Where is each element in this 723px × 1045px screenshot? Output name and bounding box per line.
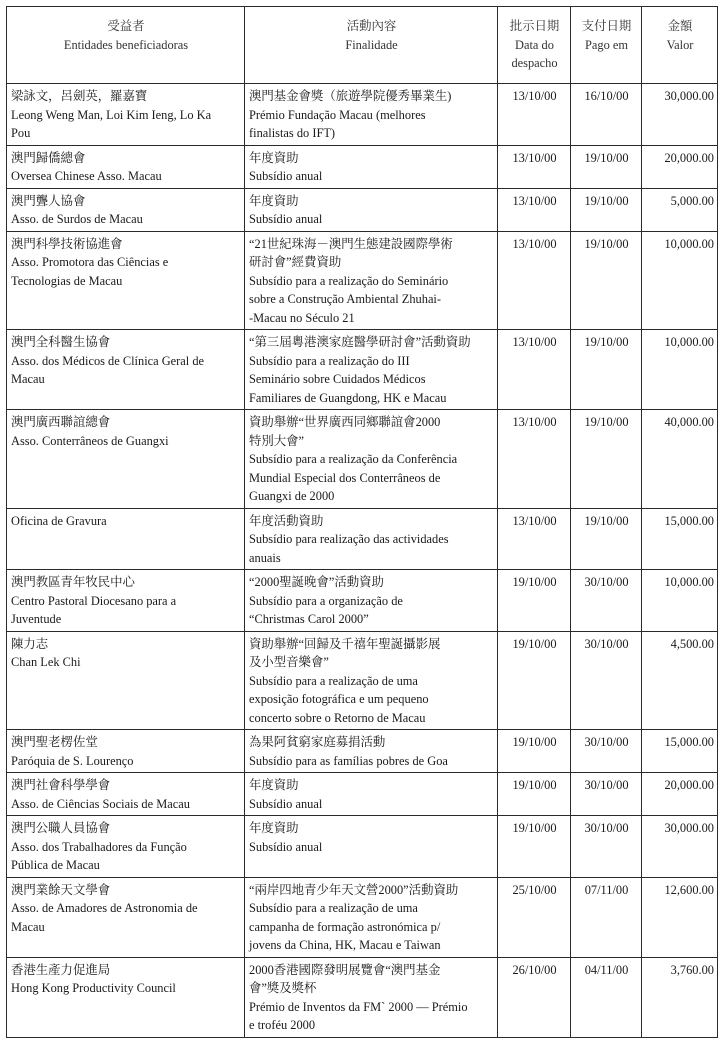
beneficiary-cell-line: 澳門科學技術協進會 — [11, 236, 123, 251]
table-row — [7, 631, 718, 730]
beneficiary-cell — [7, 145, 245, 188]
beneficiary-cell-line: Paróquia de S. Lourenço — [11, 753, 134, 768]
paid-date-cell: 16/10/00 — [571, 84, 642, 146]
beneficiary-cell-line: 澳門社會科學學會 — [11, 778, 111, 792]
purpose-cell-line: e troféu 2000 — [249, 1018, 316, 1032]
table-row — [7, 730, 718, 773]
amount-cell: 30,000.00 — [642, 816, 718, 878]
paid-date-cell: 19/10/00 — [571, 145, 642, 188]
beneficiary-cell-line: Pública de Macau — [11, 858, 100, 872]
beneficiary-cell — [7, 330, 245, 410]
beneficiary-cell-line: 澳門歸僑總會 — [11, 150, 86, 165]
dispatch-date-cell: 13/10/00 — [498, 508, 571, 570]
paid-date-cell: 30/10/00 — [571, 773, 642, 816]
purpose-cell-line: 年度資助 — [249, 193, 299, 208]
table-row — [7, 508, 718, 570]
amount-cell: 30,000.00 — [642, 84, 718, 146]
purpose-cell-line: Prémio de Inventos da FM` 2000 — Prémio — [249, 999, 468, 1014]
header-paid-date — [571, 7, 642, 84]
purpose-cell-line: “21世紀珠海－澳門生態建設國際學術 — [249, 236, 453, 251]
beneficiary-cell-line: Asso. de Amadores de Astronomia de — [11, 901, 198, 915]
beneficiary-cell — [7, 773, 245, 816]
purpose-cell-line: 2000香港國際發明展覽會“澳門基金 — [249, 962, 441, 977]
purpose-cell-line: 會”獎及獎杯 — [249, 981, 317, 995]
header-beneficiary-zh: 受益者 — [107, 19, 145, 33]
beneficiary-cell-line: 梁詠文，呂劍英，羅嘉寶 — [11, 89, 148, 103]
paid-date-cell: 19/10/00 — [571, 231, 642, 330]
dispatch-date-cell: 13/10/00 — [498, 145, 571, 188]
purpose-cell-line: Subsídio para as famílias pobres de Goa — [249, 753, 448, 768]
beneficiary-cell — [7, 188, 245, 231]
purpose-cell — [245, 330, 498, 410]
beneficiary-cell-line: 澳門全科醫生協會 — [11, 335, 111, 349]
amount-cell: 15,000.00 — [642, 508, 718, 570]
amount-cell: 10,000.00 — [642, 231, 718, 330]
dispatch-date-cell: 13/10/00 — [498, 188, 571, 231]
purpose-cell — [245, 84, 498, 146]
purpose-cell — [245, 816, 498, 878]
paid-date-cell: 04/11/00 — [571, 957, 642, 1037]
beneficiary-cell-line: Leong Weng Man, Loi Kim Ieng, Lo Ka — [11, 107, 212, 122]
dispatch-date-cell: 19/10/00 — [498, 730, 571, 773]
table-row — [7, 188, 718, 231]
header-dispatch-pt-2: despacho — [511, 56, 558, 70]
beneficiary-cell-line: 澳門業餘天文學會 — [11, 882, 111, 897]
purpose-cell-line: 年度活動資助 — [249, 513, 324, 528]
header-paid-zh: 支付日期 — [581, 19, 632, 33]
purpose-cell-line: Seminário sobre Cuidados Médicos — [249, 372, 426, 386]
dispatch-date-cell: 13/10/00 — [498, 410, 571, 509]
beneficiary-cell — [7, 570, 245, 632]
table-row — [7, 773, 718, 816]
beneficiary-cell-line: Tecnologias de Macau — [11, 273, 123, 288]
table-row — [7, 570, 718, 632]
paid-date-cell: 30/10/00 — [571, 570, 642, 632]
beneficiary-cell-line: 澳門聾人協會 — [11, 193, 86, 208]
paid-date-cell: 19/10/00 — [571, 410, 642, 509]
beneficiary-cell-line: 陳力志 — [11, 636, 49, 651]
beneficiary-cell-line: Centro Pastoral Diocesano para a — [11, 593, 177, 608]
beneficiary-cell-line: Pou — [11, 126, 31, 140]
header-purpose-zh: 活動內容 — [346, 19, 397, 33]
beneficiary-cell-line: Asso. Conterrâneos de Guangxi — [11, 433, 169, 448]
purpose-cell-line: jovens da China, HK, Macau e Taiwan — [249, 938, 441, 952]
purpose-cell-line: 年度資助 — [249, 150, 299, 165]
amount-cell: 10,000.00 — [642, 570, 718, 632]
header-amount-zh: 金額 — [667, 19, 693, 33]
header-beneficiary — [7, 7, 245, 84]
purpose-cell-line: concerto sobre o Retorno de Macau — [249, 710, 426, 725]
paid-date-cell: 30/10/00 — [571, 730, 642, 773]
table-row — [7, 957, 718, 1037]
header-row — [7, 7, 718, 84]
beneficiary-cell-line: Hong Kong Productivity Council — [11, 981, 176, 995]
beneficiary-cell-line: Juventude — [11, 612, 62, 626]
purpose-cell-line: Subsídio para a realização da Conferência — [249, 452, 458, 466]
table-row — [7, 816, 718, 878]
purpose-cell-line: 為果阿貧窮家庭募捐活動 — [249, 735, 386, 749]
amount-cell: 10,000.00 — [642, 330, 718, 410]
beneficiary-cell — [7, 508, 245, 570]
beneficiary-cell-line: Asso. Promotora das Ciências e — [11, 255, 169, 269]
purpose-cell-line: Subsídio para realização das actividades — [249, 532, 449, 546]
table-row — [7, 84, 718, 146]
dispatch-date-cell: 13/10/00 — [498, 330, 571, 410]
dispatch-date-cell: 13/10/00 — [498, 84, 571, 146]
beneficiary-cell — [7, 631, 245, 730]
beneficiary-cell — [7, 730, 245, 773]
amount-cell: 4,500.00 — [642, 631, 718, 730]
dispatch-date-cell: 19/10/00 — [498, 570, 571, 632]
amount-cell: 12,600.00 — [642, 877, 718, 957]
beneficiary-cell-line: Asso. de Surdos de Macau — [11, 212, 143, 226]
purpose-cell-line: 年度資助 — [249, 778, 299, 792]
purpose-cell-line: Prémio Fundação Macau (melhores — [249, 107, 426, 122]
table-row — [7, 145, 718, 188]
purpose-cell-line: Subsídio para a realização do III — [249, 353, 410, 368]
purpose-cell-line: “2000聖誕晚會”活動資助 — [249, 575, 384, 589]
paid-date-cell: 07/11/00 — [571, 877, 642, 957]
purpose-cell-line: Subsídio para a realização de uma — [249, 673, 418, 688]
dispatch-date-cell: 26/10/00 — [498, 957, 571, 1037]
purpose-cell-line: Subsídio anual — [249, 839, 323, 854]
amount-cell: 3,760.00 — [642, 957, 718, 1037]
purpose-cell — [245, 877, 498, 957]
amount-cell: 5,000.00 — [642, 188, 718, 231]
table-row — [7, 877, 718, 957]
dispatch-date-cell: 19/10/00 — [498, 773, 571, 816]
dispatch-date-cell: 25/10/00 — [498, 877, 571, 957]
amount-cell: 20,000.00 — [642, 145, 718, 188]
header-amount-pt: Valor — [666, 37, 694, 52]
beneficiary-cell-line: 香港生產力促進局 — [11, 962, 111, 977]
purpose-cell — [245, 631, 498, 730]
beneficiary-cell — [7, 957, 245, 1037]
purpose-cell-line: campanha de formação astronómica p/ — [249, 919, 441, 934]
dispatch-date-cell: 19/10/00 — [498, 631, 571, 730]
purpose-cell-line: 及小型音樂會” — [249, 655, 329, 669]
beneficiary-cell-line: Oversea Chinese Asso. Macau — [11, 169, 162, 183]
purpose-cell-line: “兩岸四地青少年天文營2000”活動資助 — [249, 882, 459, 897]
purpose-cell — [245, 508, 498, 570]
purpose-cell-line: “Christmas Carol 2000” — [249, 612, 369, 626]
beneficiary-cell-line: 澳門廣西聯誼總會 — [11, 415, 111, 429]
purpose-cell-line: Guangxi de 2000 — [249, 489, 335, 503]
paid-date-cell: 19/10/00 — [571, 188, 642, 231]
purpose-cell-line: Subsídio para a organização de — [249, 593, 403, 608]
purpose-cell — [245, 773, 498, 816]
beneficiary-cell-line: 澳門教區青年牧民中心 — [11, 575, 135, 589]
table-row — [7, 410, 718, 509]
purpose-cell-line: 特別大會” — [249, 433, 305, 448]
beneficiary-cell-line: Chan Lek Chi — [11, 655, 81, 669]
header-amount — [642, 7, 718, 84]
beneficiary-cell — [7, 410, 245, 509]
purpose-cell-line: anuais — [249, 550, 281, 565]
dispatch-date-cell: 13/10/00 — [498, 231, 571, 330]
amount-cell: 40,000.00 — [642, 410, 718, 509]
paid-date-cell: 30/10/00 — [571, 816, 642, 878]
purpose-cell-line: 年度資助 — [249, 821, 299, 835]
table-body — [7, 84, 718, 1038]
paid-date-cell: 19/10/00 — [571, 508, 642, 570]
dispatch-date-cell: 19/10/00 — [498, 816, 571, 878]
grants-table — [6, 6, 718, 1038]
purpose-cell — [245, 231, 498, 330]
paid-date-cell: 30/10/00 — [571, 631, 642, 730]
purpose-cell-line: Subsídio anual — [249, 796, 323, 811]
beneficiary-cell-line: Macau — [11, 919, 45, 934]
header-purpose — [245, 7, 498, 84]
purpose-cell-line: “第三屆粵港澳家庭醫學研討會”活動資助 — [249, 335, 471, 349]
beneficiary-cell-line: 澳門公職人員協會 — [11, 821, 111, 835]
table-row — [7, 231, 718, 330]
purpose-cell-line: Subsídio para a realização do Seminário — [249, 273, 449, 288]
header-dispatch-zh: 批示日期 — [509, 19, 560, 33]
header-dispatch-pt-1: Data do — [515, 37, 554, 52]
beneficiary-cell — [7, 231, 245, 330]
purpose-cell — [245, 188, 498, 231]
table-row — [7, 330, 718, 410]
purpose-cell — [245, 730, 498, 773]
purpose-cell — [245, 570, 498, 632]
purpose-cell-line: Subsídio anual — [249, 212, 323, 226]
header-dispatch-date — [498, 7, 571, 84]
purpose-cell-line: -Macau no Século 21 — [249, 310, 355, 325]
purpose-cell-line: Mundial Especial dos Conterrâneos de — [249, 470, 441, 485]
purpose-cell — [245, 410, 498, 509]
purpose-cell-line: 資助舉辦“回歸及千禧年聖誕攝影展 — [249, 636, 441, 651]
beneficiary-cell-line: Asso. dos Trabalhadores da Função — [11, 839, 187, 854]
purpose-cell-line: 資助舉辦“世界廣西同鄉聯誼會2000 — [249, 415, 441, 429]
purpose-cell-line: Subsídio para a realização de uma — [249, 901, 418, 915]
purpose-cell-line: exposição fotográfica e um pequeno — [249, 692, 429, 706]
beneficiary-cell — [7, 816, 245, 878]
purpose-cell-line: Subsídio anual — [249, 169, 323, 183]
beneficiary-cell — [7, 877, 245, 957]
purpose-cell-line: 澳門基金會獎（旅遊學院優秀畢業生) — [249, 89, 452, 103]
header-beneficiary-pt: Entidades beneficiadoras — [63, 37, 189, 52]
purpose-cell — [245, 957, 498, 1037]
paid-date-cell: 19/10/00 — [571, 330, 642, 410]
header-paid-pt: Pago em — [584, 37, 629, 52]
beneficiary-cell-line: Asso. dos Médicos de Clínica Geral de — [11, 353, 205, 368]
amount-cell: 15,000.00 — [642, 730, 718, 773]
purpose-cell-line: Familiares de Guangdong, HK e Macau — [249, 390, 447, 405]
amount-cell: 20,000.00 — [642, 773, 718, 816]
beneficiary-cell-line: 澳門聖老楞佐堂 — [11, 735, 98, 749]
purpose-cell-line: 研討會”經費資助 — [249, 255, 342, 269]
beneficiary-cell-line: Asso. de Ciências Sociais de Macau — [11, 796, 190, 811]
purpose-cell-line: sobre a Construção Ambiental Zhuhai- — [249, 292, 442, 306]
beneficiary-cell-line: Macau — [11, 372, 45, 386]
purpose-cell — [245, 145, 498, 188]
beneficiary-cell — [7, 84, 245, 146]
purpose-cell-line: finalistas do IFT) — [249, 126, 336, 140]
beneficiary-cell-line: Oficina de Gravura — [11, 513, 107, 528]
header-purpose-pt: Finalidade — [345, 37, 398, 52]
